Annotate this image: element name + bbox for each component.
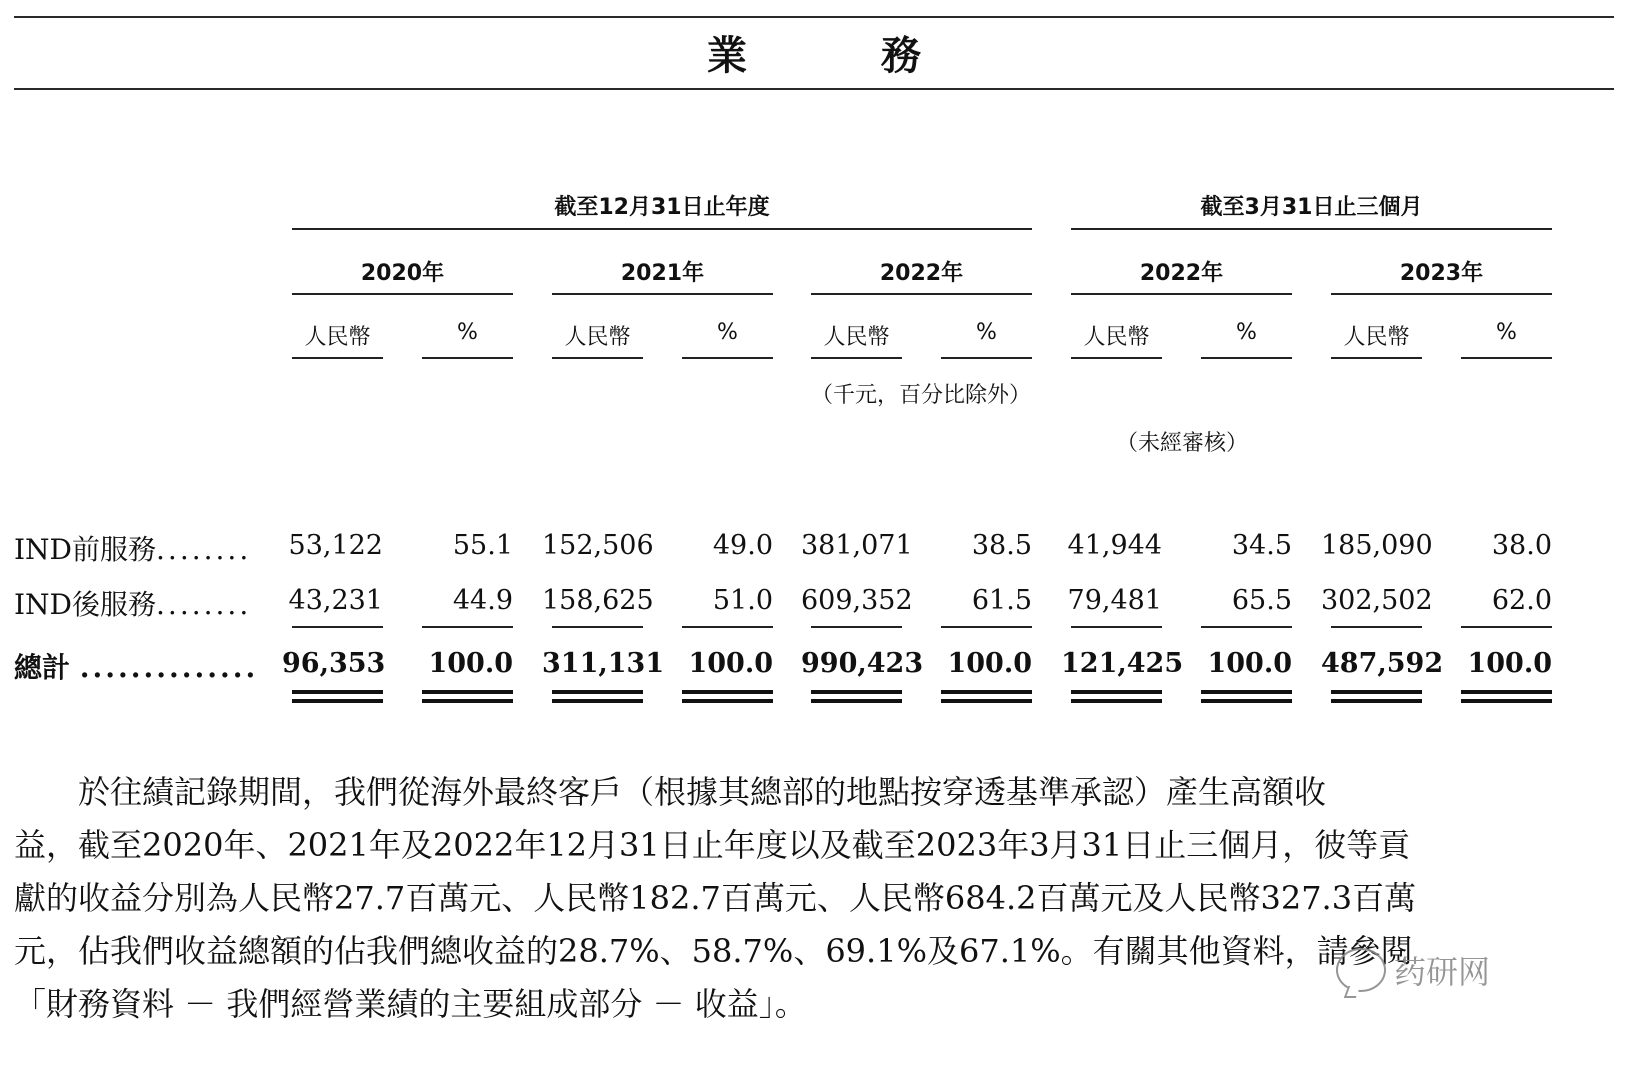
paragraph-line: 元，佔我們收益總額的佔我們總收益的28.7%、58.7%、69.1%及67.1%。有關其他資料，請參閱 — [14, 932, 1413, 970]
double-underline — [811, 690, 902, 703]
watermark-text: 药研网 — [1394, 953, 1491, 991]
section-title: 業 務 — [707, 33, 981, 79]
row-label-pre-ind — [14, 528, 251, 568]
rmb-header: 人民幣 — [304, 325, 371, 350]
double-underline — [941, 690, 1032, 703]
paragraph-line: 益，截至2020年、2021年及2022年12月31日止年度以及截至2023年3月31日止三個月，彼等貢 — [14, 826, 1411, 864]
table-cell: 51.0 — [712, 585, 773, 616]
table-cell: 152,506 — [542, 530, 654, 561]
sub-rule — [292, 357, 383, 359]
sub-rule — [1331, 357, 1422, 359]
table-cell: 49.0 — [712, 530, 773, 561]
double-underline — [1201, 690, 1292, 703]
table-cell: 158,625 — [542, 585, 654, 616]
total-cell: 100.0 — [947, 648, 1032, 679]
total-cell: 96,353 — [282, 648, 386, 679]
rmb-header: 人民幣 — [1083, 325, 1150, 350]
table-cell: 381,071 — [801, 530, 913, 561]
double-underline — [1331, 690, 1422, 703]
group-rule-annual — [292, 228, 1032, 230]
year-rule — [552, 293, 773, 295]
sub-rule — [552, 357, 643, 359]
group-header-annual: 截至12月31日止年度 — [554, 195, 770, 220]
top-rule — [14, 16, 1614, 18]
table-cell: 79,481 — [1067, 585, 1162, 616]
double-underline — [422, 690, 513, 703]
group-rule-quarter — [1071, 228, 1552, 230]
sub-rule — [682, 357, 773, 359]
year-header: 2020年 — [360, 261, 445, 286]
table-cell: 38.0 — [1491, 530, 1552, 561]
table-cell: 34.5 — [1231, 530, 1292, 561]
paragraph-line: 「財務資料 － 我們經營業績的主要組成部分 － 收益」。 — [14, 985, 807, 1023]
body-paragraph — [14, 766, 1554, 1031]
table-cell: 41,944 — [1067, 530, 1162, 561]
sub-rule — [1461, 357, 1552, 359]
year-header: 2022年 — [1139, 261, 1224, 286]
total-cell: 100.0 — [688, 648, 773, 679]
table-cell: 62.0 — [1491, 585, 1552, 616]
pct-header: % — [717, 320, 738, 345]
table-cell: 185,090 — [1321, 530, 1433, 561]
subtotal-rule — [1071, 626, 1162, 628]
pct-header: % — [457, 320, 478, 345]
leader-dots: .............. — [79, 651, 259, 684]
subtotal-rule — [422, 626, 513, 628]
row-label-total — [14, 646, 258, 686]
unaudited-note: （未經審核） — [1115, 431, 1248, 456]
year-rule — [811, 293, 1032, 295]
table-cell: 61.5 — [971, 585, 1032, 616]
subtotal-rule — [1461, 626, 1552, 628]
pct-header: % — [1496, 320, 1517, 345]
sub-rule — [811, 357, 902, 359]
table-cell: 55.1 — [452, 530, 513, 561]
subtotal-rule — [1201, 626, 1292, 628]
sub-rule — [1071, 357, 1162, 359]
subtotal-rule — [941, 626, 1032, 628]
total-cell: 311,131 — [542, 648, 665, 679]
rmb-header: 人民幣 — [823, 325, 890, 350]
rmb-header: 人民幣 — [564, 325, 631, 350]
double-underline — [1071, 690, 1162, 703]
sub-rule — [1201, 357, 1292, 359]
year-header: 2022年 — [879, 261, 964, 286]
subtotal-rule — [1331, 626, 1422, 628]
subtotal-rule — [552, 626, 643, 628]
subtotal-rule — [682, 626, 773, 628]
row-label-text: IND後服務 — [14, 588, 157, 621]
leader-dots: ........ — [156, 533, 252, 566]
subtotal-rule — [811, 626, 902, 628]
year-header: 2021年 — [620, 261, 705, 286]
title-rule — [14, 88, 1614, 90]
unit-note: （千元，百分比除外） — [810, 383, 1031, 408]
double-underline — [552, 690, 643, 703]
table-cell: 609,352 — [801, 585, 913, 616]
total-cell: 990,423 — [801, 648, 924, 679]
year-header: 2023年 — [1399, 261, 1484, 286]
row-label-post-ind — [14, 583, 251, 623]
total-cell: 121,425 — [1061, 648, 1184, 679]
double-underline — [292, 690, 383, 703]
sub-rule — [422, 357, 513, 359]
paragraph-line: 獻的收益分別為人民幣27.7百萬元、人民幣182.7百萬元、人民幣684.2百萬元及人民幣327.3百萬 — [14, 879, 1417, 917]
chat-bubble-icon — [1336, 948, 1386, 992]
table-cell: 43,231 — [288, 585, 383, 616]
year-rule — [1071, 293, 1292, 295]
total-cell: 100.0 — [1467, 648, 1552, 679]
pct-header: % — [1236, 320, 1257, 345]
table-cell: 53,122 — [288, 530, 383, 561]
paragraph-line: 於往績記錄期間，我們從海外最終客戶（根據其總部的地點按穿透基準承認）產生高額收 — [14, 773, 1327, 811]
rmb-header: 人民幣 — [1343, 325, 1410, 350]
double-underline — [682, 690, 773, 703]
table-cell: 38.5 — [971, 530, 1032, 561]
table-cell: 65.5 — [1231, 585, 1292, 616]
watermark — [1336, 938, 1526, 1002]
double-underline — [1461, 690, 1552, 703]
year-rule — [1331, 293, 1552, 295]
row-label-text: 總計 — [14, 651, 71, 684]
table-cell: 302,502 — [1321, 585, 1433, 616]
leader-dots: ........ — [156, 588, 252, 621]
row-label-text: IND前服務 — [14, 533, 157, 566]
total-cell: 487,592 — [1321, 648, 1444, 679]
year-rule — [292, 293, 513, 295]
total-cell: 100.0 — [1207, 648, 1292, 679]
subtotal-rule — [292, 626, 383, 628]
table-cell: 44.9 — [452, 585, 513, 616]
pct-header: % — [976, 320, 997, 345]
total-cell: 100.0 — [428, 648, 513, 679]
sub-rule — [941, 357, 1032, 359]
group-header-quarter: 截至3月31日止三個月 — [1200, 195, 1423, 220]
